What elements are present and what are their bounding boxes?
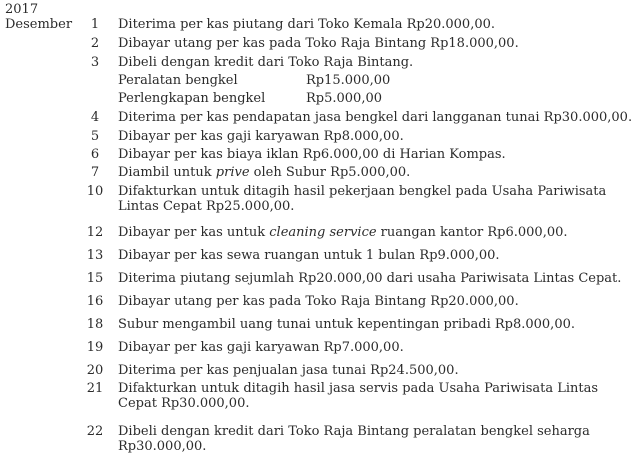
transaction-day: 5 bbox=[90, 129, 100, 144]
transaction-text: Difakturkan untuk ditagih hasil pekerjaan bengkel pada Usaha Pariwisata Lintas Cepat Rp25.000,00. bbox=[118, 184, 607, 214]
transaction-day: 20 bbox=[86, 363, 104, 378]
transaction-text-part: oleh Subur Rp5.000,00. bbox=[249, 165, 411, 180]
transaction-text: Dibayar per kas gaji karyawan Rp7.000,00. bbox=[118, 340, 404, 355]
transaction-day: 18 bbox=[86, 317, 104, 332]
transaction-text: Dibeli dengan kredit dari Toko Raja Bintang. bbox=[118, 55, 414, 70]
transaction-text: Diterima per kas pendapatan jasa bengkel dari langganan tunai Rp30.000,00. bbox=[118, 110, 633, 125]
transaction-day: 21 bbox=[86, 381, 104, 396]
transaction-text: Diterima piutang sejumlah Rp20.000,00 dari usaha Pariwisata Lintas Cepat. bbox=[118, 271, 622, 286]
transaction-day: 12 bbox=[86, 225, 104, 240]
year-label: 2017 bbox=[5, 2, 39, 17]
transaction-day: 7 bbox=[90, 165, 100, 180]
transaction-text-part: Diambil untuk bbox=[118, 165, 216, 180]
transaction-day: 6 bbox=[90, 147, 100, 162]
purchase-item-label: Peralatan bengkel bbox=[118, 73, 238, 88]
transaction-text: Dibeli dengan kredit dari Toko Raja Bintang peralatan bengkel seharga Rp30.000,00. bbox=[118, 424, 590, 454]
month-label: Desember bbox=[5, 17, 73, 32]
transaction-text: Dibayar utang per kas pada Toko Raja Bintang Rp18.000,00. bbox=[118, 36, 519, 51]
transaction-day: 16 bbox=[86, 294, 104, 309]
transaction-text: Dibayar per kas biaya iklan Rp6.000,00 di Harian Kompas. bbox=[118, 147, 506, 162]
transaction-day: 13 bbox=[86, 248, 104, 263]
transaction-day: 2 bbox=[90, 36, 100, 51]
transaction-day: 22 bbox=[86, 424, 104, 439]
transaction-text: Diterima per kas piutang dari Toko Kemala Rp20.000,00. bbox=[118, 17, 496, 32]
purchase-item-amount: Rp5.000,00 bbox=[306, 91, 383, 106]
purchase-item-amount: Rp15.000,00 bbox=[306, 73, 391, 88]
transaction-day: 4 bbox=[90, 110, 100, 125]
italic-term: cleaning service bbox=[269, 225, 377, 240]
transaction-text-part: Dibayar per kas untuk bbox=[118, 225, 270, 240]
italic-term: prive bbox=[215, 165, 250, 180]
transaction-text bbox=[118, 165, 636, 180]
transaction-text-part: ruangan kantor Rp6.000,00. bbox=[376, 225, 568, 240]
transaction-text: Dibayar per kas sewa ruangan untuk 1 bulan Rp9.000,00. bbox=[118, 248, 500, 263]
transaction-text: Diterima per kas penjualan jasa tunai Rp24.500,00. bbox=[118, 363, 459, 378]
transaction-text: Dibayar utang per kas pada Toko Raja Bintang Rp20.000,00. bbox=[118, 294, 519, 309]
transaction-day: 10 bbox=[86, 184, 104, 199]
purchase-item-label: Perlengkapan bengkel bbox=[118, 91, 266, 106]
transaction-text: Subur mengambil uang tunai untuk kepentingan pribadi Rp8.000,00. bbox=[118, 317, 575, 332]
transaction-text: Dibayar per kas gaji karyawan Rp8.000,00. bbox=[118, 129, 404, 144]
transaction-text: Difakturkan untuk ditagih hasil jasa servis pada Usaha Pariwisata Lintas Cepat Rp30.000,00. bbox=[118, 381, 599, 411]
transaction-day: 19 bbox=[86, 340, 104, 355]
transaction-day: 1 bbox=[90, 17, 100, 32]
transaction-day: 3 bbox=[90, 55, 100, 70]
transaction-text bbox=[118, 225, 636, 240]
transaction-day: 15 bbox=[86, 271, 104, 286]
